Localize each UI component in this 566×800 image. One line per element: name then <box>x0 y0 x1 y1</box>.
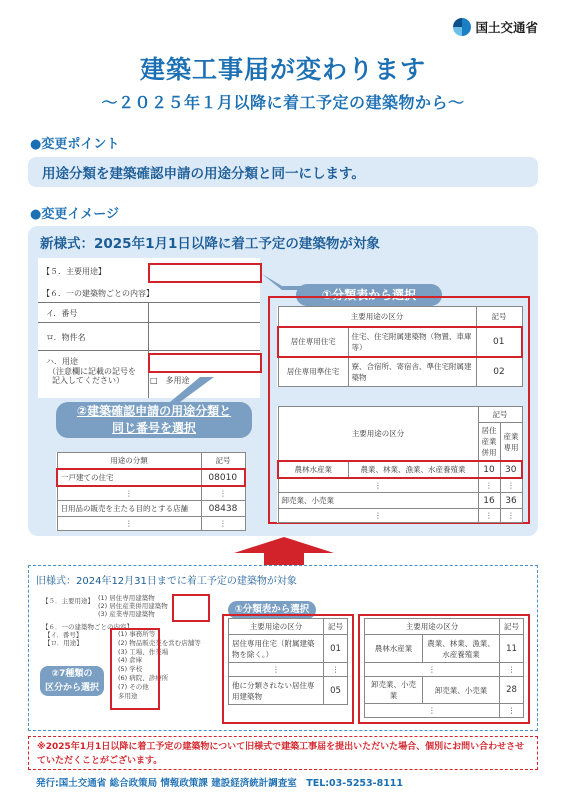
table-a-row1-code: 01 <box>476 327 522 357</box>
table-a-row2-detail: 寮、合宿所、寄宿舎、準住宅附属建築物 <box>348 357 476 387</box>
table-c-dots-2: ⋮ <box>201 486 245 501</box>
form-other-option: □ 多用途 <box>150 376 190 385</box>
table-a-row1-detail: 住宅、住宅附属建築物（物置、車庫等） <box>348 327 476 357</box>
table-d-row2-use: 他に分類されない居住専用建築物 <box>229 677 324 705</box>
old-seven-category-bubble <box>40 666 104 696</box>
old-code-table-d <box>228 618 348 705</box>
old-r5-opt1: (1) 居住専用建築物 <box>98 594 155 602</box>
table-b-dots-6: ⋮ <box>500 509 522 523</box>
old-use-opt3: (3) 工場、作業場 <box>118 647 169 656</box>
old-select-from-table-bubble: ①分類表から選択 <box>228 601 316 619</box>
table-e-row1-code: 11 <box>500 635 524 663</box>
table-b-header-code: 記号 <box>478 407 522 423</box>
old-use-opt1: (1) 事務所等 <box>118 630 156 638</box>
form-row-ha: ハ．用途 <box>46 357 78 366</box>
table-c-row1-code: 08010 <box>201 469 245 486</box>
table-d-row1-code: 01 <box>324 635 348 663</box>
new-form-title: 新様式：2025年1月1日以降に着工予定の建築物が対象 <box>40 236 380 252</box>
table-e-row2-code: 28 <box>500 677 524 704</box>
notice-text: ※2025年1月1日以降に着工予定の建築物について旧様式で建築工事届を提出いただいた場合、個別にお問い合わせさせていただくことがございます。 <box>28 736 538 770</box>
table-a-row2-category: 居住専用準住宅 <box>278 357 348 387</box>
old-use-opt7: (7) その他 <box>118 682 149 691</box>
table-b-dots-3: ⋮ <box>500 478 522 493</box>
table-c-header-use: 用途の分類 <box>57 453 201 470</box>
table-b-dots: ⋮ <box>278 478 478 493</box>
table-c-row2-use: 日用品の販売を主たる目的とする店舗 <box>57 501 201 517</box>
form-row-5: 【５．主要用途】 <box>42 267 106 276</box>
table-b-row2-code2: 36 <box>500 493 522 509</box>
old-form-i: 【イ．番号】 <box>44 631 83 639</box>
new-code-table-c <box>56 452 246 531</box>
old-r5-opt2: (2) 居住産業併用建築物 <box>98 602 168 610</box>
table-e-dots-2: ⋮ <box>500 663 524 677</box>
new-code-table-b <box>277 406 523 523</box>
table-a-header-use: 主要用途の区分 <box>278 307 476 327</box>
old-form-ro: 【ロ．用途】 <box>44 639 83 647</box>
form-row-6: 【６．一の建築物ごとの内容】 <box>42 289 154 298</box>
table-d-dots-2: ⋮ <box>324 663 348 677</box>
form-row-i: イ．番号 <box>46 309 78 318</box>
table-c-header-code: 記号 <box>201 453 245 470</box>
old-code-table-e <box>364 618 524 718</box>
table-e-header-use: 主要用途の区分 <box>365 619 500 635</box>
bubble2-line1: ②建築確認申請の用途分類と <box>76 404 232 418</box>
form-row-ro: ロ．物件名 <box>46 333 86 342</box>
old-form-r5-options <box>98 594 168 618</box>
old-use-opt5: (5) 学校 <box>118 665 143 674</box>
table-c-dots-3: ⋮ <box>57 517 201 531</box>
bubble2-line2: 同じ番号を選択 <box>111 421 196 435</box>
table-b-row1-code1: 10 <box>478 461 500 478</box>
table-b-row1-category: 農林水産業 <box>278 461 348 478</box>
select-from-table-bubble: ①分類表から選択 <box>296 284 442 306</box>
table-c-row2-code: 08438 <box>201 501 245 517</box>
match-confirmation-code-bubble <box>56 402 252 438</box>
old-use-opt8: 多用途 <box>118 691 138 700</box>
table-b-row2-category: 卸売業、小売業 <box>278 493 478 509</box>
table-e-dots-3: ⋮ <box>365 704 500 718</box>
table-e-header-code: 記号 <box>500 619 524 635</box>
table-b-row1-detail: 農業、林業、漁業、水産養殖業 <box>348 461 478 478</box>
main-title: 建築工事届が変わります <box>139 55 426 84</box>
table-e-row1-detail: 農業、林業、漁業、水産養殖業 <box>423 635 500 663</box>
sub-title: 〜２０２５年１月以降に着工予定の建築物から〜 <box>101 93 465 112</box>
table-d-header-code: 記号 <box>324 619 348 635</box>
table-d-row1-use: 居住専用住宅（附属建築物を除く。） <box>229 635 324 663</box>
old-use-opt6: (6) 病院、診療所 <box>118 673 169 682</box>
old-form-title: 旧様式：2024年12月31日までに着工予定の建築物が対象 <box>36 576 297 587</box>
table-b-header-use: 主要用途の区分 <box>278 407 478 462</box>
table-d-dots: ⋮ <box>229 663 324 677</box>
old-main-use-field[interactable] <box>172 594 210 622</box>
form-row-ha-note1: （注意欄に記載の記号を <box>48 367 136 376</box>
table-b-dots-2: ⋮ <box>478 478 500 493</box>
old-bubble2-line2: 区分から選択 <box>44 683 99 693</box>
publisher-footer: 発行:国土交通省 総合政策局 情報政策課 建設経済統計調査室 TEL:03-5253-8111 <box>36 778 404 789</box>
form-row-ha-note2: 記入してください） <box>52 376 124 385</box>
table-a-row2-code: 02 <box>476 357 522 387</box>
old-use-option-field[interactable] <box>110 628 160 710</box>
table-c-dots: ⋮ <box>57 486 201 501</box>
table-b-header-industry: 産業専用 <box>500 423 522 462</box>
table-c-row1-use: 一戸建ての住宅 <box>57 469 201 486</box>
point-heading: ●変更ポイント <box>30 137 120 152</box>
table-e-row2-detail: 卸売業、小売業 <box>423 677 500 704</box>
ministry-name: 国土交通省 <box>475 20 538 35</box>
table-d-header-use: 主要用途の区分 <box>229 619 324 635</box>
table-e-row1-category: 農林水産業 <box>365 635 423 663</box>
table-b-row2-code1: 16 <box>478 493 500 509</box>
table-d-row2-code: 05 <box>324 677 348 705</box>
old-use-opt2: (2) 物品販売業を営む店舗等 <box>118 638 201 647</box>
table-b-dots-5: ⋮ <box>478 509 500 523</box>
table-e-dots-4: ⋮ <box>500 704 524 718</box>
image-heading: ●変更イメージ <box>30 207 119 222</box>
table-a-header-code: 記号 <box>476 307 522 327</box>
red-up-arrow-icon <box>234 537 334 567</box>
old-form-r6: 【６．一の建築物ごとの内容】 <box>42 623 133 631</box>
old-r5-opt3: (3) 産業専用建築物 <box>98 610 155 618</box>
table-e-row2-category: 卸売業、小売業 <box>365 677 423 704</box>
table-a-row1-category: 居住専用住宅 <box>278 327 348 357</box>
new-code-table-a <box>277 306 523 387</box>
table-b-header-mixed: 居住産業併用 <box>478 423 500 462</box>
old-bubble2-line1: ②7種類の <box>51 669 93 679</box>
old-use-opt4: (4) 倉庫 <box>118 656 143 665</box>
point-text: 用途分類を建築確認申請の用途分類と同一にします。 <box>28 157 538 187</box>
table-b-row1-code2: 30 <box>500 461 522 478</box>
old-form-r5: 【５．主要用途】 <box>42 597 94 605</box>
table-c-dots-4: ⋮ <box>201 517 245 531</box>
table-b-dots-4: ⋮ <box>278 509 478 523</box>
table-e-dots: ⋮ <box>365 663 500 677</box>
